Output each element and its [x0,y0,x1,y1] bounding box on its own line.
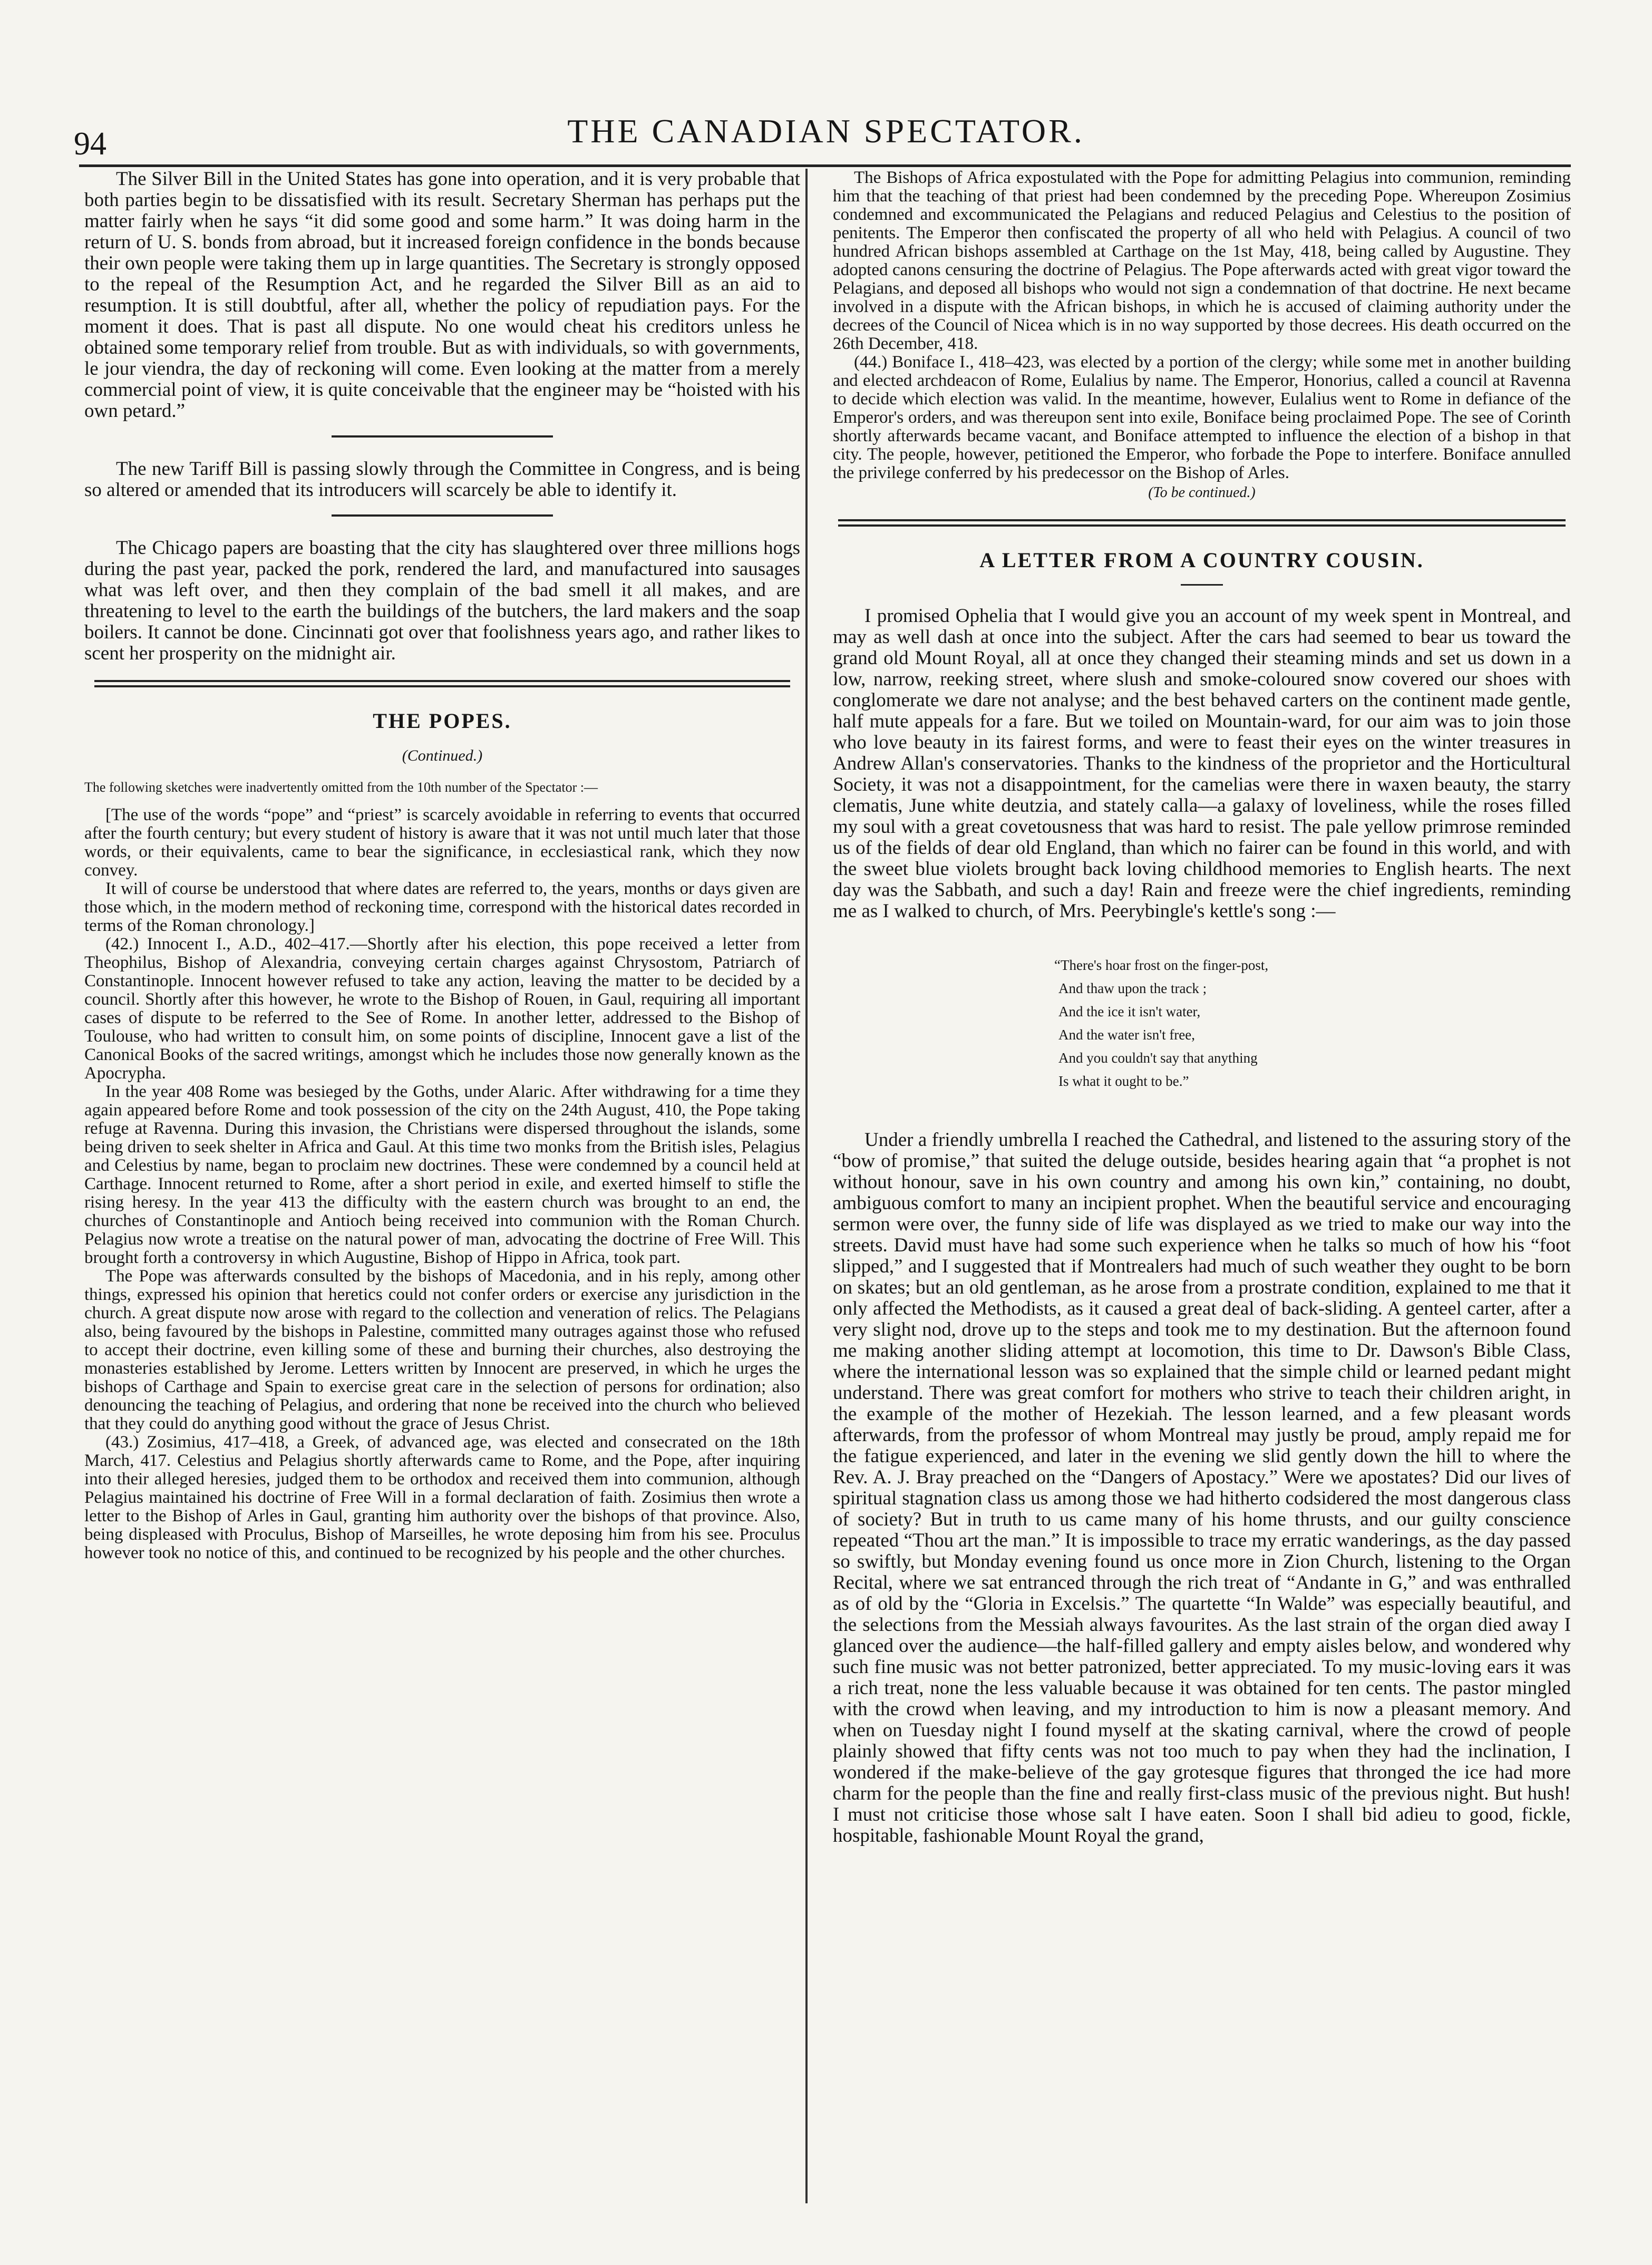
letter-paragraph: I promised Ophelia that I would give you an account of my week spent in Montreal, and may as well dash at once into the subject. After the cars had seemed to bear us toward the grand old Mount Royal, all at once they changed their steaming minds and set us down in a low, narrow, reeking street, where slush and smoke-coloured snow covered our shoes with conglomerate we dare not analyse; and the best behaved carters on the continent made gentle, half mute appeals for a fare. But we toiled on Mountain-ward, for our aim was to join those who love beauty in its fairest forms, and were to feast their eyes on the winter treasures in Andrew Allan's conservatories. Thanks to the kindness of the proprietor and the Horticultural Society, it was not a disappointment, for the camelias were there in waxen beauty, the starry clematis, June white deutzia, and stately calla—a galaxy of loveliness, while the roses filled my soul with a great covetousness that was hard to resist. The pale yellow primrose reminded us of the fields of dear old England, than which no fairer can be found in this world, and with the sweet blue violets brought back loving childhood memories to English hearts. The next day was the Sabbath, and such a day! Rain and freeze were the chief ingredients, reminding me as I walked to church, of Mrs. Peerybingle's kettle's song :— [833,605,1571,922]
poem-quote [1054,954,1571,1093]
popes-article [84,806,800,1562]
masthead-title: THE CANADIAN SPECTATOR. [567,112,1085,150]
poem-line: And the water isn't free, [1058,1027,1196,1043]
popes-paragraph: (44.) Boniface I., 418–423, was elected by a portion of the clergy; while some met in another building and elected archdeacon of Rome, Eulalius by name. The Emperor, Honorius, called a council at Ravenna to decide which election was valid. In the meantime, however, Eulalius went to Rome in defiance of the Emperor's orders, and was thereupon sent into exile, Boniface being proclaimed Pope. The see of Corinth shortly afterwards became vacant, and Boniface attempted to influence the election of a bishop in that city. The people, however, petitioned the Emperor, who forbade the Pope to interfere. Boniface annulled the privilege conferred by his predecessor on the Bishop of Arles. [833,353,1571,482]
popes-paragraph: (43.) Zosimius, 417–418, a Greek, of advanced age, was elected and consecrated on the 18th March, 417. Celestius and Pelagius shortly afterwards came to Rome, and the Pope, after inquiring into their alleged heresies, judged them to be orthodox and received them into communion, although Pelagius maintained his doctrine of Free Will in a formal declaration of faith. Zosimius then wrote a letter to the Bishop of Arles in Gaul, granting him authority over the bishops of that province. Also, being displeased with Proculus, Bishop of Marseilles, he wrote deposing him from his see. Proculus however took no notice of this, and continued to be recognized by his people and the other churches. [84,1433,800,1562]
silver-bill-paragraph: The Silver Bill in the United States has gone into operation, and it is very probable that both parties begin to be dissatisfied with its result. Secretary Sherman has perhaps put the matter fairly when he says “it did some good and some harm.” It was doing harm in the return of U. S. bonds from abroad, but it increased foreign confidence in the bonds because their own people were taking them up in large quantities. The Secretary is strongly opposed to the repeal of the Resumption Act, and he regarded the Silver Bill as an aid to resumption. It is still doubtful, after all, whether the policy of repudiation pays. For the moment it does. That is past all dispute. No one would cheat his creditors unless he obtained some temporary relief from trouble. But as with individuals, so with governments, le jour viendra, the day of reckoning will come. Even looking at the matter from a merely commercial point of view, it is quite conceivable that the engineer may be “hoisted with his own petard.” [84,168,800,422]
letter-title: A LETTER FROM A COUNTRY COUSIN. [979,548,1424,572]
header-rule [79,164,1571,167]
poem-line: And you couldn't say that anything [1058,1050,1258,1066]
page-number: 94 [74,126,106,162]
popes-paragraph: (42.) Innocent I., A.D., 402–417.—Shortly after his election, this pope received a letter from Theophilus, Bishop of Alexandria, conveying certain charges against Chrysostom, Patriarch of Constantinople. Innocent however refused to take any action, leaving the matter to be decided by a council. Shortly after this however, he wrote to the Bishop of Rouen, in Gaul, requiring all important cases of dispute to be referred to the See of Rome. In another letter, addressed to the Bishop of Toulouse, who had written to consult him, on some points of discipline, Innocent gave a list of the Canonical Books of the sacred writings, amongst which he includes those now generally known as the Apocrypha. [84,935,800,1083]
right-column [833,169,1571,1846]
popes-paragraph: The Pope was afterwards consulted by the bishops of Macedonia, and in his reply, among other things, expressed his opinion that heretics could not confer orders or exercise any jurisdiction in the church. A great dispute now arose with regard to the collection and veneration of relics. The Pelagians also, being favoured by the bishops in Palestine, committed many outrages against those who refused to accept their doctrine, even killing some of these and burning their churches, also destroying the monasteries established by Jerome. Letters written by Innocent are preserved, in which he urges the bishops of Carthage and Spain to exercise great care in the selection of persons for ordination; also denouncing the teaching of Pelagius, and ordering that none be received into the church who believed that they could do anything good without the grace of Jesus Christ. [84,1267,800,1433]
continued-label: (Continued.) [402,747,483,764]
poem-line: “There's hoar frost on the finger-post, [1054,957,1269,973]
double-rule [838,519,1566,527]
popes-title: THE POPES. [373,709,512,733]
editor-note: The following sketches were inadvertently omitted from the 10th number of the Spectator :— [84,780,598,795]
poem-line: And thaw upon the track ; [1058,980,1207,996]
to-be-continued-label: (To be continued.) [1148,484,1256,501]
left-column [84,169,800,1562]
popes-paragraph: In the year 408 Rome was besieged by the Goths, under Alaric. After withdrawing for a time they again appeared before Rome and took possession of the city on the 24th August, 410, the Pope taking refuge at Ravenna. During this invasion, the Christians were dispersed throughout the islands, some being driven to seek shelter in Africa and Gaul. At this time two monks from the British isles, Pelagius and Celestius by name, began to proclaim new doctrines. These were condemned by a council held at Carthage. Innocent returned to Rome, after a short period in exile, and exerted himself to stifle the rising heresy. In the year 413 the difficulty with the eastern church was brought to an end, the churches of Constantinople and Antioch being received into communion with the Roman Church. Pelagius now wrote a treatise on the natural power of man, advocating the doctrine of Free Will. This brought forth a controversy in which Augustine, Bishop of Hippo in Africa, took part. [84,1082,800,1267]
popes-paragraph: [The use of the words “pope” and “priest” is scarcely avoidable in referring to events that occurred after the fourth century; but every student of history is aware that it was not until much later that those words, or their equivalents, came to bear the significance, in ecclesiastical rank, which they now convey. [84,805,800,880]
poem-line: And the ice it isn't water, [1058,1004,1201,1019]
poem-line: Is what it ought to be.” [1058,1073,1189,1089]
tariff-bill-paragraph: The new Tariff Bill is passing slowly through the Committee in Congress, and is being so altered or amended that its introducers will scarcely be able to identify it. [84,458,800,501]
separator-rule [332,435,553,438]
separator-rule [332,514,553,517]
popes-article-continued [833,169,1571,482]
title-rule [1181,584,1223,586]
chicago-paragraph: The Chicago papers are boasting that the city has slaughtered over three millions hogs during the past year, packed the pork, rendered the lard, and manufactured into sausages what was left over, and then they complain of the bad smell it all makes, and are threatening to level to the earth the buildings of the butchers, the lard makers and the soap boilers. It cannot be done. Cincinnati got over that foolishness years ago, and rather likes to scent her prosperity on the midnight air. [84,537,800,664]
popes-paragraph: The Bishops of Africa expostulated with the Pope for admitting Pelagius into communion, reminding him that the teaching of that priest had been condemned by the preceding Pope. Whereupon Zosimius condemned and excommunicated the Pelagians and reduced Pelagius and Celestius to the position of penitents. The Emperor then confiscated the property of all who held with Pelagius. A council of two hundred African bishops assembled at Carthage on the 1st May, 418, being called by Augustine. They adopted canons censuring the doctrine of Pelagius. The Pope afterwards acted with great vigor toward the Pelagians, and deposed all bishops who would not sign a condemnation of that doctrine. He next became involved in a dispute with the African bishops, in which he is accused of claiming authority under the decrees of the Council of Nicea which is in no way supported by those decrees. His death occurred on the 26th December, 418. [833,168,1571,353]
column-divider [805,169,808,2203]
popes-paragraph: It will of course be understood that where dates are referred to, the years, months or days given are those which, in the modern method of reckoning time, correspond with the historical dates recorded in terms of the Roman chronology.] [84,879,800,935]
double-rule [94,680,790,687]
letter-paragraph: Under a friendly umbrella I reached the Cathedral, and listened to the assuring story of the “bow of promise,” that suited the deluge outside, besides hearing again that “a prophet is not without honour, save in his own country and among his own kin,” containing, no doubt, ambiguous comfort to many an incipient prophet. When the beautiful service and encouraging sermon were over, the funny side of life was displayed as we tried to make our way into the streets. David must have had some such experience when he talks so much of how his “foot slipped,” and I suggested that if Montrealers had much of such weather they ought to be born on skates; but an old gentleman, as he arose from a prostrate condition, explained to me that it only affected the Methodists, as it caused a great deal of back-sliding. A genteel carter, after a very slight nod, drove up to the steps and took me to my destination. But the afternoon found me making another sliding attempt at locomotion, this time to Dr. Dawson's Bible Class, where the international lesson was so explained that the simple child or learned pedant might understand. There was great comfort for mothers who strive to teach their children aright, in the example of the mother of Hezekiah. The lesson learned, and a few pleasant words afterwards, from the professor of whom Montreal may justly be proud, amply repaid me for the fatigue experienced, and later in the evening we slid gently down the hill to where the Rev. A. J. Bray preached on the “Dangers of Apostacy.” Were we apostates? Did our lives of spiritual stagnation class us among those we had hitherto codsidered the most dangerous class of society? But in truth to us came many of his home thrusts, and our guilty conscience repeated “Thou art the man.” It is impossible to trace my erratic wanderings, as the day passed so swiftly, but Monday evening found us once more in Zion Church, listening to the Organ Recital, where we sat entranced through the rich treat of “Andante in G,” and was enthralled as of old by the “Gloria in Excelsis.” The quartette “In Walde” was especially beautiful, and the selections from the Messiah always favourites. As the last strain of the organ died away I glanced over the audience—the half-filled gallery and empty aisles below, and wondered why such fine music was not better patronized, better appreciated. To my music-loving ears it was a rich treat, none the less valuable because it was obtained for ten cents. The pastor mingled with the crowd when leaving, and my introduction to him is now a pleasant memory. And when on Tuesday night I found myself at the skating carnival, where the crowd of people plainly showed that fifty cents was not too much to pay when they had the inclination, I wondered if the make-believe of the gay grotesque figures that thronged the ice had more charm for the people than the fine and really first-class music of the previous night. But hush! I must not criticise those whose salt I have eaten. Soon I shall bid adieu to good, fickle, hospitable, fashionable Mount Royal the grand, [833,1129,1571,1846]
